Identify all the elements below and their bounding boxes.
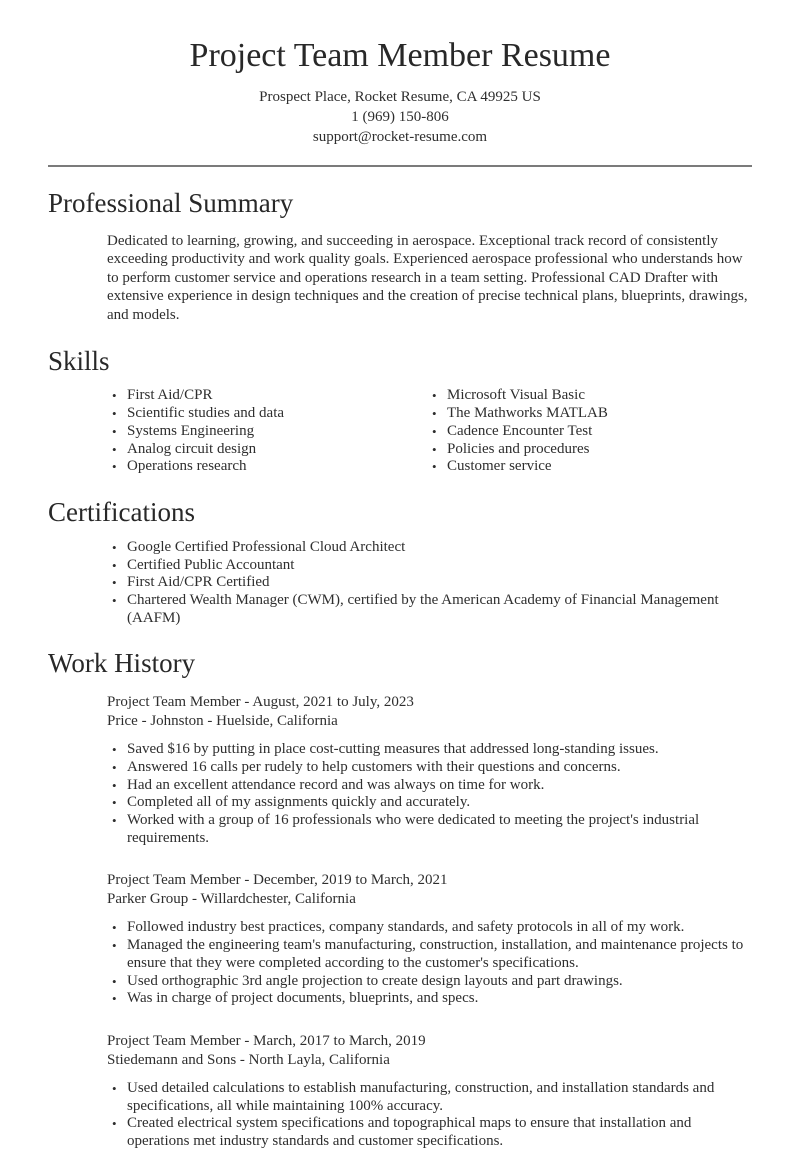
- section-heading-certifications: Certifications: [48, 497, 195, 527]
- job-bullet-item: • Created electrical system specifications and topographical maps to ensure that installation and operations met industry standards and customer specifications.: [107, 1115, 752, 1150]
- job-bullet-item: • Used detailed calculations to establish manufacturing, construction, and installation standards and specifications, all while maintaining 100% accuracy.: [107, 1080, 752, 1115]
- skills-columns: [48, 377, 752, 476]
- contact-phone: 1 (969) 150-806: [351, 108, 449, 125]
- job-dates: December, 2019 to March, 2021: [253, 872, 448, 889]
- skill-item: • Operations research: [107, 458, 427, 476]
- skills-list-right: [427, 387, 752, 476]
- job-header: [107, 871, 752, 909]
- job-location: North Layla, California: [248, 1051, 390, 1068]
- certification-item: • Certified Public Accountant: [107, 557, 752, 575]
- job-separator: -: [240, 1032, 254, 1049]
- job-company-line: [107, 1051, 752, 1070]
- job-title: Project Team Member: [107, 872, 241, 889]
- skill-item: • Microsoft Visual Basic: [427, 387, 752, 405]
- job-company: Stiedemann and Sons: [107, 1051, 237, 1068]
- job-entry: [48, 871, 752, 1008]
- job-bullet-item: • Followed industry best practices, company standards, and safety protocols in all of my work.: [107, 919, 752, 937]
- certifications-list: [107, 539, 752, 628]
- section-heading-work-history: Work History: [48, 648, 196, 679]
- job-title-line: [107, 693, 752, 712]
- professional-summary-text: Dedicated to learning, growing, and succeeding in aerospace. Exceptional track record of consistently exceeding productivity and work quality goals. Experienced aerospace professional who understands how to perform customer service and operations research in a team setting. Professional CAD Drafter with extensive experience in design techniques and the creation of precise technical plans, blueprints, drawings, and models.: [107, 232, 748, 324]
- skill-item: • The Mathworks MATLAB: [427, 405, 752, 423]
- job-title-line: [107, 871, 752, 890]
- contact-block: [48, 87, 752, 147]
- skill-item: • Scientific studies and data: [107, 405, 427, 423]
- job-company-line: [107, 890, 752, 909]
- section-heading-professional-summary: Professional Summary: [48, 187, 294, 218]
- job-bullet-list: [107, 1080, 752, 1151]
- skill-item: • Customer service: [427, 458, 752, 476]
- job-header: [107, 693, 752, 731]
- job-separator: -: [236, 1051, 249, 1068]
- job-company: Price - Johnston: [107, 713, 204, 730]
- job-title: Project Team Member: [107, 694, 241, 711]
- job-bullet-list: [107, 919, 752, 1008]
- header-divider: [48, 165, 752, 167]
- job-company-line: [107, 712, 752, 731]
- job-bullet-item: • Completed all of my assignments quickly and accurately.: [107, 794, 752, 812]
- job-entry: [48, 1032, 752, 1151]
- job-bullet-item: • Answered 16 calls per rudely to help customers with their questions and concerns.: [107, 759, 752, 777]
- contact-address: Prospect Place, Rocket Resume, CA 49925 US: [259, 88, 541, 105]
- skill-item: • Cadence Encounter Test: [427, 423, 752, 441]
- job-separator: -: [188, 891, 201, 908]
- skill-item: • Analog circuit design: [107, 441, 427, 459]
- section-heading-skills: Skills: [48, 345, 110, 376]
- certification-item: • Google Certified Professional Cloud Architect: [107, 539, 752, 557]
- job-bullet-list: [107, 741, 752, 847]
- job-separator: -: [240, 694, 253, 711]
- job-dates: August, 2021 to July, 2023: [252, 694, 414, 711]
- job-location: Huelside, California: [216, 713, 338, 730]
- skills-list-left: [107, 387, 427, 476]
- job-header: [107, 1032, 752, 1070]
- resume-page: [0, 36, 800, 1151]
- job-bullet-item: • Saved $16 by putting in place cost-cutting measures that addressed long-standing issues.: [107, 741, 752, 759]
- job-bullet-item: • Worked with a group of 16 professionals who were dedicated to meeting the project's industrial requirements.: [107, 812, 752, 847]
- job-bullet-item: • Managed the engineering team's manufacturing, construction, installation, and maintenance projects to ensure that they were completed according to the customer's specifications.: [107, 937, 752, 972]
- job-title: Project Team Member: [107, 1032, 241, 1049]
- contact-email: support@rocket-resume.com: [312, 128, 488, 145]
- skill-item: • First Aid/CPR: [107, 387, 427, 405]
- job-separator: -: [240, 872, 254, 889]
- skill-item: • Policies and procedures: [427, 441, 752, 459]
- job-entry: [48, 693, 752, 847]
- job-company: Parker Group: [107, 891, 189, 908]
- page-title: Project Team Member Resume: [189, 37, 611, 74]
- job-bullet-item: • Used orthographic 3rd angle projection to create design layouts and part drawings.: [107, 973, 752, 991]
- job-separator: -: [203, 713, 217, 730]
- job-bullet-item: • Had an excellent attendance record and was always on time for work.: [107, 777, 752, 795]
- job-location: Willardchester, California: [200, 891, 356, 908]
- certification-item: • Chartered Wealth Manager (CWM), certified by the American Academy of Financial Management (AAFM): [107, 592, 752, 627]
- certification-item: • First Aid/CPR Certified: [107, 574, 752, 592]
- skill-item: • Systems Engineering: [107, 423, 427, 441]
- job-dates: March, 2017 to March, 2019: [253, 1032, 426, 1049]
- job-bullet-item: • Was in charge of project documents, blueprints, and specs.: [107, 990, 752, 1008]
